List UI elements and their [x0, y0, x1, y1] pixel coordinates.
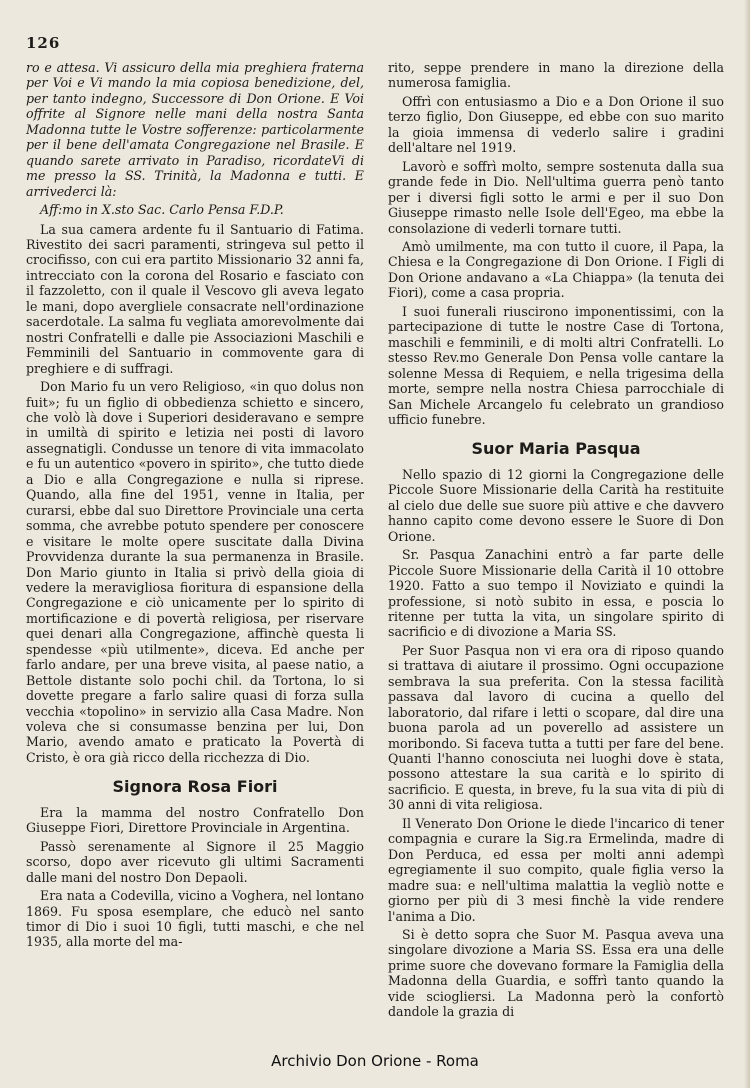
- body-paragraph: Offrì con entusiasmo a Dio e a Don Orione il suo terzo figlio, Don Giuseppe, ed ebbe con suo marito la gioia immensa di vederlo salire i gradini dell'altare nel 1919.: [388, 93, 724, 156]
- body-paragraph: Era la mamma del nostro Confratello Don Giuseppe Fiori, Direttore Provinciale in Argentina.: [26, 804, 364, 836]
- page-number: 126: [26, 34, 61, 52]
- body-paragraph: Era nata a Codevilla, vicino a Voghera, nel lontano 1869. Fu sposa esemplare, che educò nel santo timor di Dio i suoi 10 figli, tutti maschi, e che nel 1935, alla morte del ma-: [26, 888, 364, 950]
- section-title-suor-maria-pasqua: Suor Maria Pasqua: [471, 439, 641, 459]
- body-paragraph: Si è detto sopra che Suor M. Pasqua aveva una singolare divozione a Maria SS. Essa era una delle prime suore che dovevano formare la Famiglia della Madonna della Guardia, e soffrì tanto quando la vide sciogliersi. La Madonna però la confortò dandole la grazia di: [388, 927, 724, 1020]
- body-paragraph: Nello spazio di 12 giorni la Congregazione delle Piccole Suore Missionarie della Carità ha restituite al cielo due delle sue suore più attive e che davvero hanno capito come devono essere le Suore di Don Orione.: [388, 466, 724, 544]
- body-paragraph: Il Venerato Don Orione le diede l'incarico di tener compagnia e curare la Sig.ra Ermelinda, madre di Don Perduca, ed essa per molti anni adempì egregiamente il suo compito, quale figlia verso la madre sua: e nell'ultima malattia la vegliò notte e giorno per più di 3 mesi finchè la vide rendere l'anima a Dio.: [388, 815, 724, 924]
- page-edge: [744, 0, 750, 1088]
- letter-signature: Aff:mo in X.sto Sac. Carlo Pensa F.D.P.: [40, 202, 284, 218]
- body-paragraph: Sr. Pasqua Zanachini entrò a far parte delle Piccole Suore Missionarie della Carità il 10 ottobre 1920. Fatto a suo tempo il Noviziato e quindi la professione, si notò subito in essa, e poscia lo ritenne per tutta la vita, un singolare spirito di sacrificio e di divozione a Maria SS.: [388, 547, 724, 640]
- body-paragraph: Amò umilmente, ma con tutto il cuore, il Papa, la Chiesa e la Congregazione di Don Orione. I Figli di Don Orione andavano a «La Chiappa» (la tenuta dei Fiori), come a casa propria.: [388, 238, 724, 301]
- right-column: [388, 60, 724, 1023]
- body-paragraph: Don Mario fu un vero Religioso, «in quo dolus non fuit»; fu un figlio di obbedienza schietto e sincero, che volò là dove i Superiori desideravano e sempre in umiltà di spirito e letizia nei posti di lavoro assegnatigli. Condusse un tenore di vita immacolato e fu un autentico «povero in spirito», che tutto diede a Dio e alla Congregazione e nulla si riprese. Quando, alla fine del 1951, venne in Italia, per curarsi, ebbe dal suo Direttore Provinciale una certa somma, che avrebbe potuto spendere per conoscere e visitare le molte opere suscitate dalla Divina Provvidenza durante la sua permanenza in Brasile. Don Mario giunto in Italia si privò della gioia di vedere la meravigliosa fioritura di espansione della Congregazione e ciò unicamente per lo spirito di mortificazione e di povertà religiosa, per riservare quei denari alla Congregazione, affinchè questa li spendesse «più utilmente», diceva. Ed anche per farlo andare, per una breve visita, al paese natio, a Bettole distante solo pochi chil. da Tortona, lo si dovette pregare a farlo salire quasi di forza sulla vecchia «topolino» in servizio alla Casa Madre. Non voleva che si consumasse benzina per lui, Don Mario, avendo amato e praticato la Povertà di Cristo, è ora già ricco della ricchezza di Dio.: [26, 379, 364, 765]
- left-column: [26, 60, 364, 953]
- body-paragraph: Lavorò e soffrì molto, sempre sostenuta dalla sua grande fede in Dio. Nell'ultima guerra penò tanto per i diversi figli sotto le armi e per il suo Don Giuseppe rimasto nelle Isole dell'Egeo, ma ebbe la consolazione di vederli tornare tutti.: [388, 158, 724, 236]
- body-paragraph: Per Suor Pasqua non vi era ora di riposo quando si trattava di aiutare il prossimo. Ogni occupazione sembrava la sua preferita. Con la stessa facilità passava dal lavoro di cucina a quello del laboratorio, dal rifare i letti o scopare, dal dire una buona parola ad un poverello ad assistere un moribondo. Si faceva tutta a tutti per fare del bene. Quanti l'hanno conosciuta nei luoghi dove è stata, possono attestare la sua carità e lo spirito di sacrificio. E questa, in breve, fu la sua vita di più di 30 anni di vita religiosa.: [388, 642, 724, 813]
- letter-text: ro e attesa. Vi assicuro della mia preghiera fraterna per Voi e Vi mando la mia copiosa benedizione, del, per tanto indegno, Successore di Don Orione. E Voi offrite al Signore nelle mani della nostra Santa Madonna tutte le Vostre sofferenze: particolarmente per il bene dell'amata Congregazione nel Brasile. E quando sarete arrivato in Paradiso, ricordateVi di me presso la SS. Trinità, la Madonna e tutti. E arrivederci là:: [26, 60, 364, 199]
- section-title-rosa-fiori: Signora Rosa Fiori: [112, 777, 278, 797]
- archive-footer: Archivio Don Orione - Roma: [271, 1052, 479, 1070]
- body-paragraph: I suoi funerali riuscirono imponentissimi, con la partecipazione di tutte le nostre Case di Tortona, maschili e femminili, e di molti altri Confratelli. Lo stesso Rev.mo Generale Don Pensa volle cantare la solenne Messa di Requiem, e nella trigesima della morte, sempre nella nostra Chiesa parrocchiale di San Michele Arcangelo fu celebrato un grandioso ufficio funebre.: [388, 303, 724, 427]
- body-paragraph: La sua camera ardente fu il Santuario di Fatima. Rivestito dei sacri paramenti, stringeva sul petto il crocifisso, con cui era partito Missionario 32 anni fa, intrecciato con la corona del Rosario e fasciato con il fazzoletto, con il quale il Vescovo gli aveva legato le mani, dopo avergliele consacrate nell'ordinazione sacerdotale. La salma fu vegliata amorevolmente dai nostri Confratelli e dalle pie Associazioni Maschili e Femminili del Santuario in commovente gara di preghiere e di suffragi.: [26, 221, 364, 376]
- body-paragraph: Passò serenamente al Signore il 25 Maggio scorso, dopo aver ricevuto gli ultimi Sacramenti dalle mani del nostro Don Depaoli.: [26, 838, 364, 885]
- continuation-paragraph: rito, seppe prendere in mano la direzione della numerosa famiglia.: [388, 60, 724, 91]
